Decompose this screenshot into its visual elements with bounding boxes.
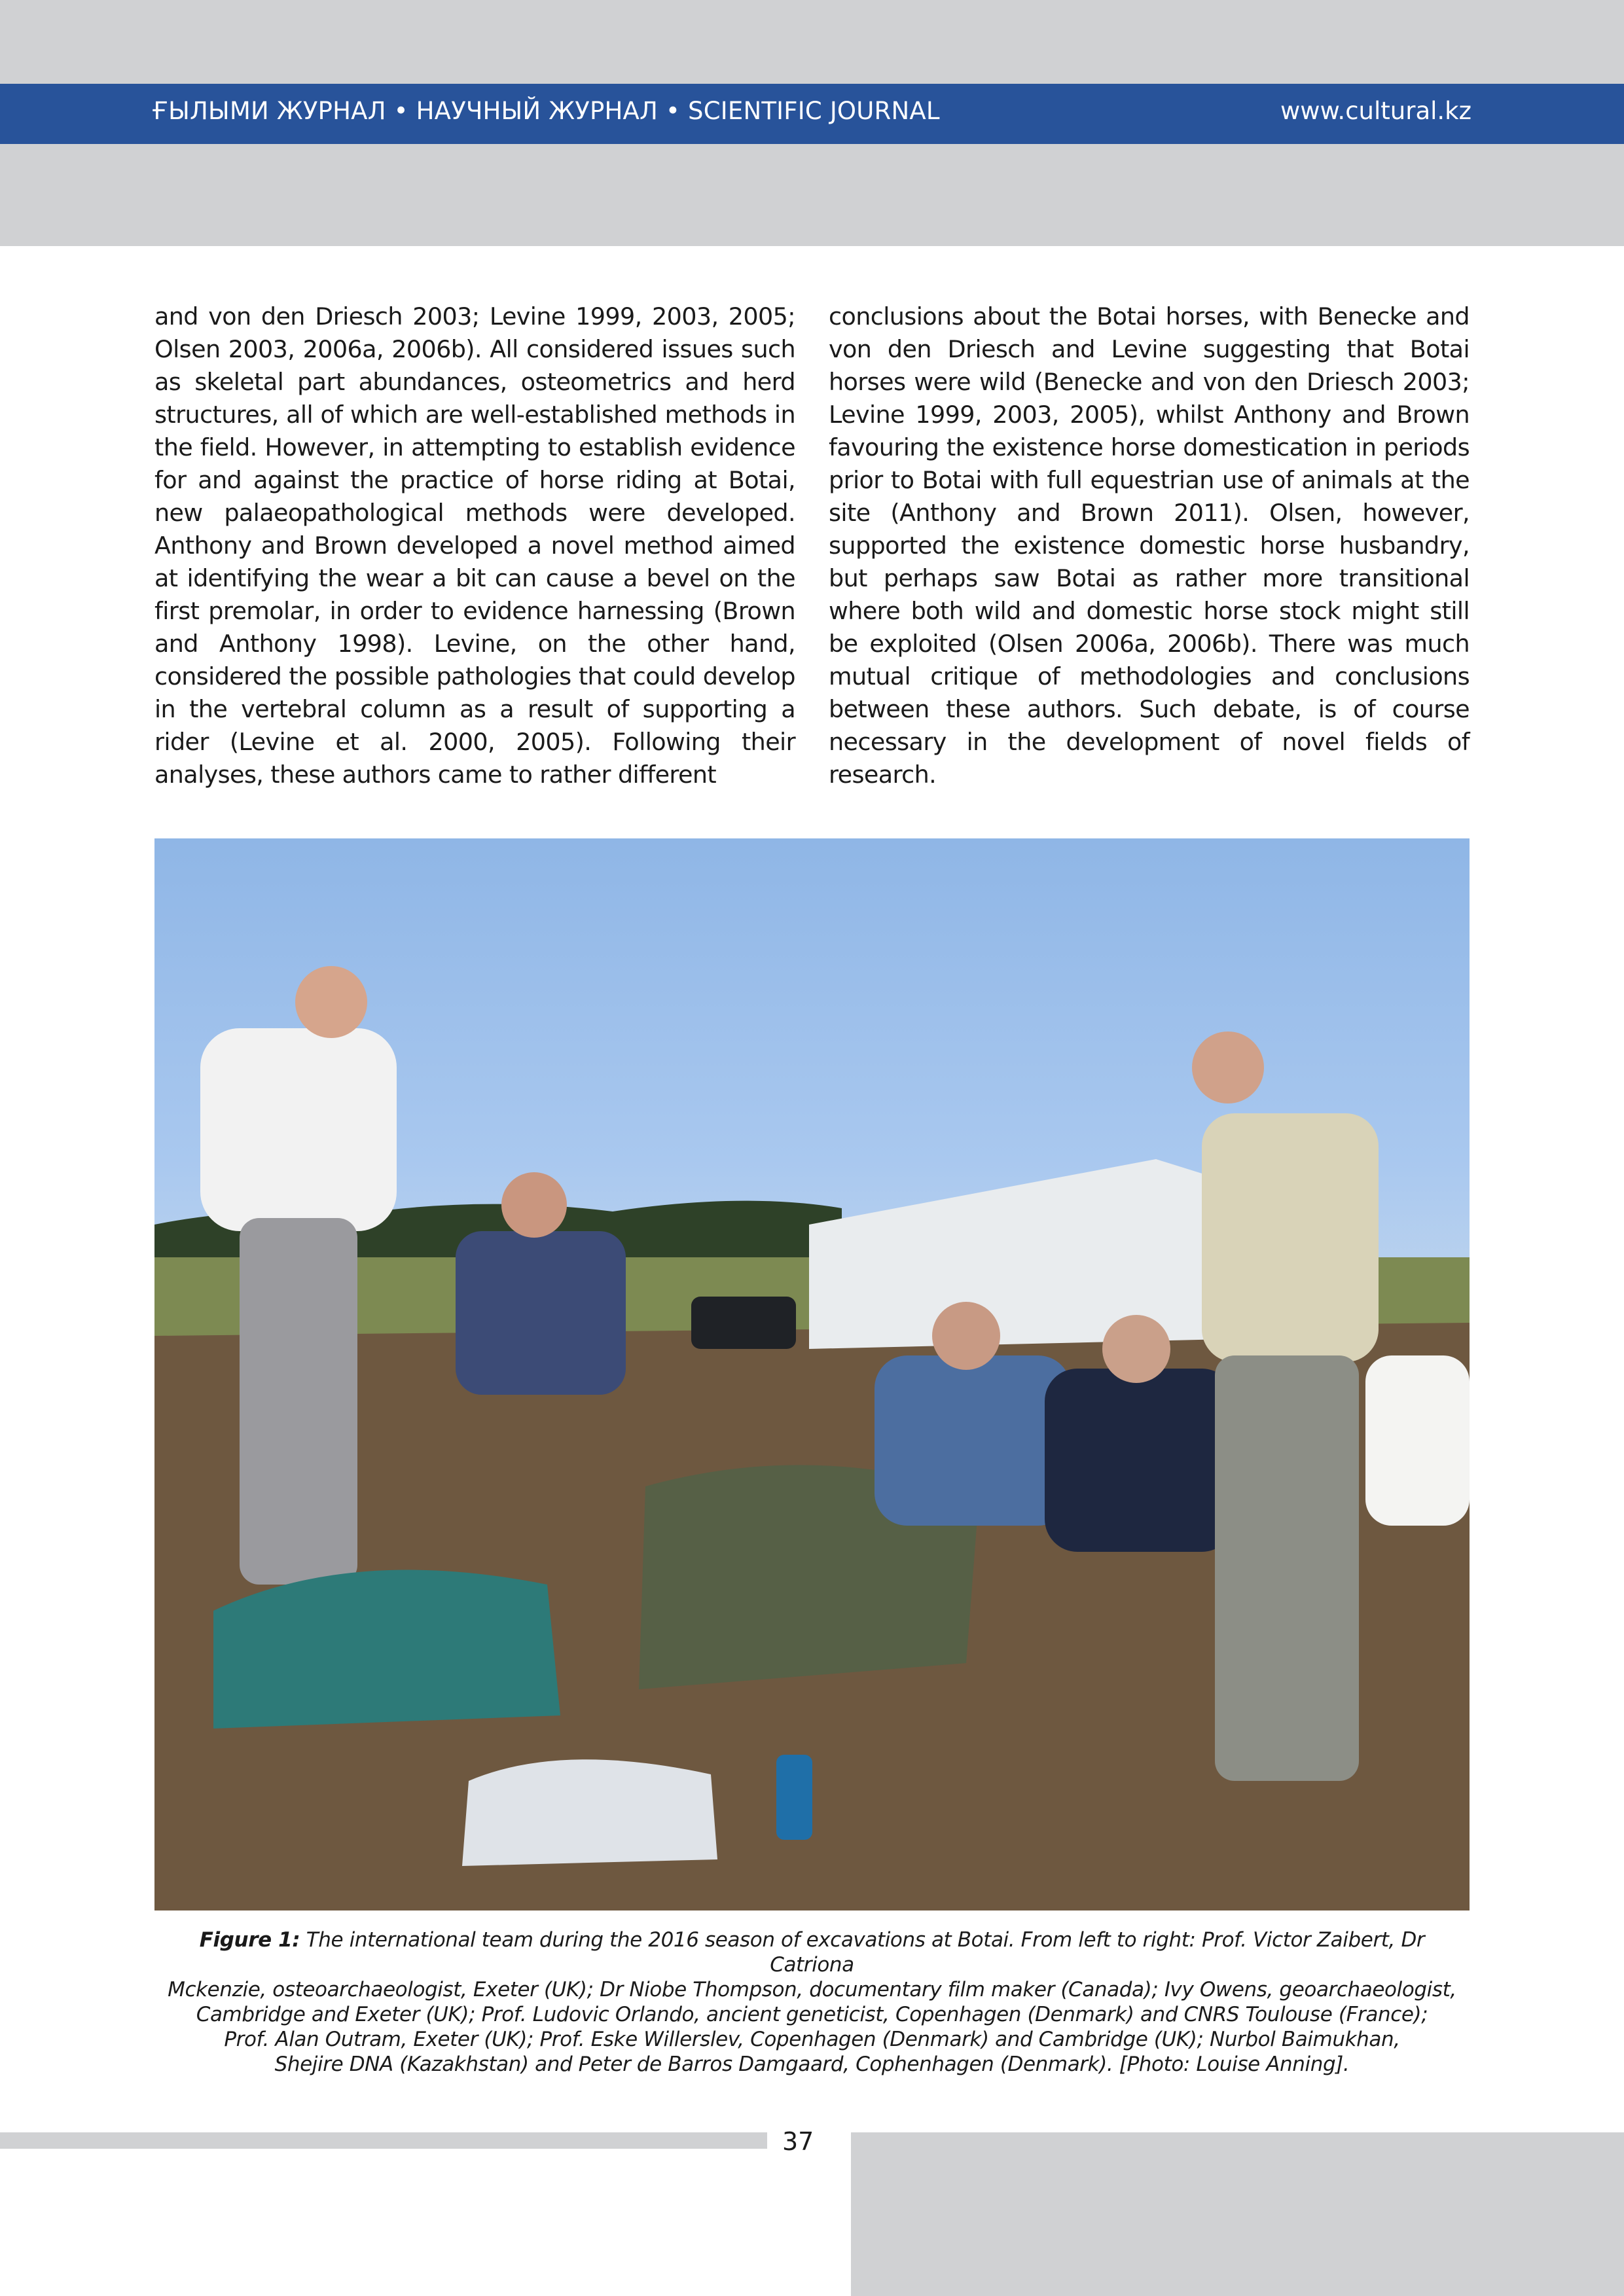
footer-rule [0, 2132, 767, 2149]
caption-line-1: Figure 1: The international team during the 2016 season of excavations at Botai. From left to right: Prof. Victor Zaibert, Dr Catriona [199, 1928, 1425, 1977]
caption-line-4: Prof. Alan Outram, Exeter (UK); Prof. Eske Willerslev, Copenhagen (Denmark) and Cambridge (UK); Nurbol Baimukhan, [224, 2028, 1400, 2051]
caption-line-2: Mckenzie, osteoarchaeologist, Exeter (UK); Dr Niobe Thompson, documentary film maker (Canada); Ivy Owens, geoarchaeologist, [168, 1978, 1456, 2001]
figure-caption [154, 1928, 1470, 2077]
caption-line-5: Shejire DNA (Kazakhstan) and Peter de Barros Damgaard, Cophenhagen (Denmark). [Photo: Louise Anning]. [274, 2053, 1350, 2076]
plastic-bags [462, 1759, 717, 1866]
journal-title: ҒЫЛЫМИ ЖУРНАЛ • НАУЧНЫЙ ЖУРНАЛ • SCIENTIFIC JOURNAL [152, 97, 940, 125]
person-seated-navy [1045, 1369, 1235, 1552]
photo-illustration [154, 838, 1470, 1910]
body-column-left: and von den Driesch 2003; Levine 1999, 2003, 2005; Olsen 2003, 2006a, 2006b). All considered issues such as skeletal part abundances, osteometrics and herd structures, all of which are well-established methods in the field. However, in attempting to establish evidence for and against the practice of horse riding at Botai, new palaeopathological methods were developed. Anthony and Brown developed a novel method aimed at identifying the wear a bit can cause a bevel on the first premolar, in order to evidence harnessing (Brown and Anthony 1998). Levine, on the other hand, considered the possible pathologies that could develop in the vertebral column as a result of supporting a rider (Levine et al. 2000, 2005). Following their analyses, these authors came to rather different [154, 302, 795, 789]
body-column-right: conclusions about the Botai horses, with Benecke and von den Driesch and Levine suggesting that Botai horses were wild (Benecke and von den Driesch 2003; Levine 1999, 2003, 2005), whilst Anthony and Brown favouring the existence horse domestication in periods prior to Botai with full equestrian use of animals at the site (Anthony and Brown 2011). Olsen, however, supported the existence domestic horse husbandry, but perhaps saw Botai as rather more transitional where both wild and domestic horse stock might still be exploited (Olsen 2006a, 2006b). There was much mutual critique of methodologies and conclusions between these authors. Such debate, is of course necessary in the development of novel fields of research. [829, 302, 1470, 789]
water-bottle [776, 1755, 812, 1840]
person-standing-left [200, 1028, 397, 1231]
page-number: 37 [782, 2127, 814, 2156]
person-seated-white [1365, 1355, 1470, 1526]
excavation-team-photo [154, 838, 1470, 1910]
parked-suv [691, 1297, 796, 1349]
person-seated-blue [875, 1355, 1071, 1526]
journal-header-band [0, 84, 1624, 144]
journal-website: www.cultural.kz [1280, 97, 1471, 125]
person-standing-right [1202, 1113, 1379, 1362]
caption-line-3: Cambridge and Exeter (UK); Prof. Ludovic Orlando, ancient geneticist, Copenhagen (Denmark) and CNRS Toulouse (France); [196, 2003, 1428, 2026]
footer-block [851, 2132, 1624, 2296]
figure-label: Figure 1: [199, 1928, 300, 1952]
person-kneeling-teal [213, 1570, 560, 1729]
person-seated-plaid [456, 1231, 626, 1395]
